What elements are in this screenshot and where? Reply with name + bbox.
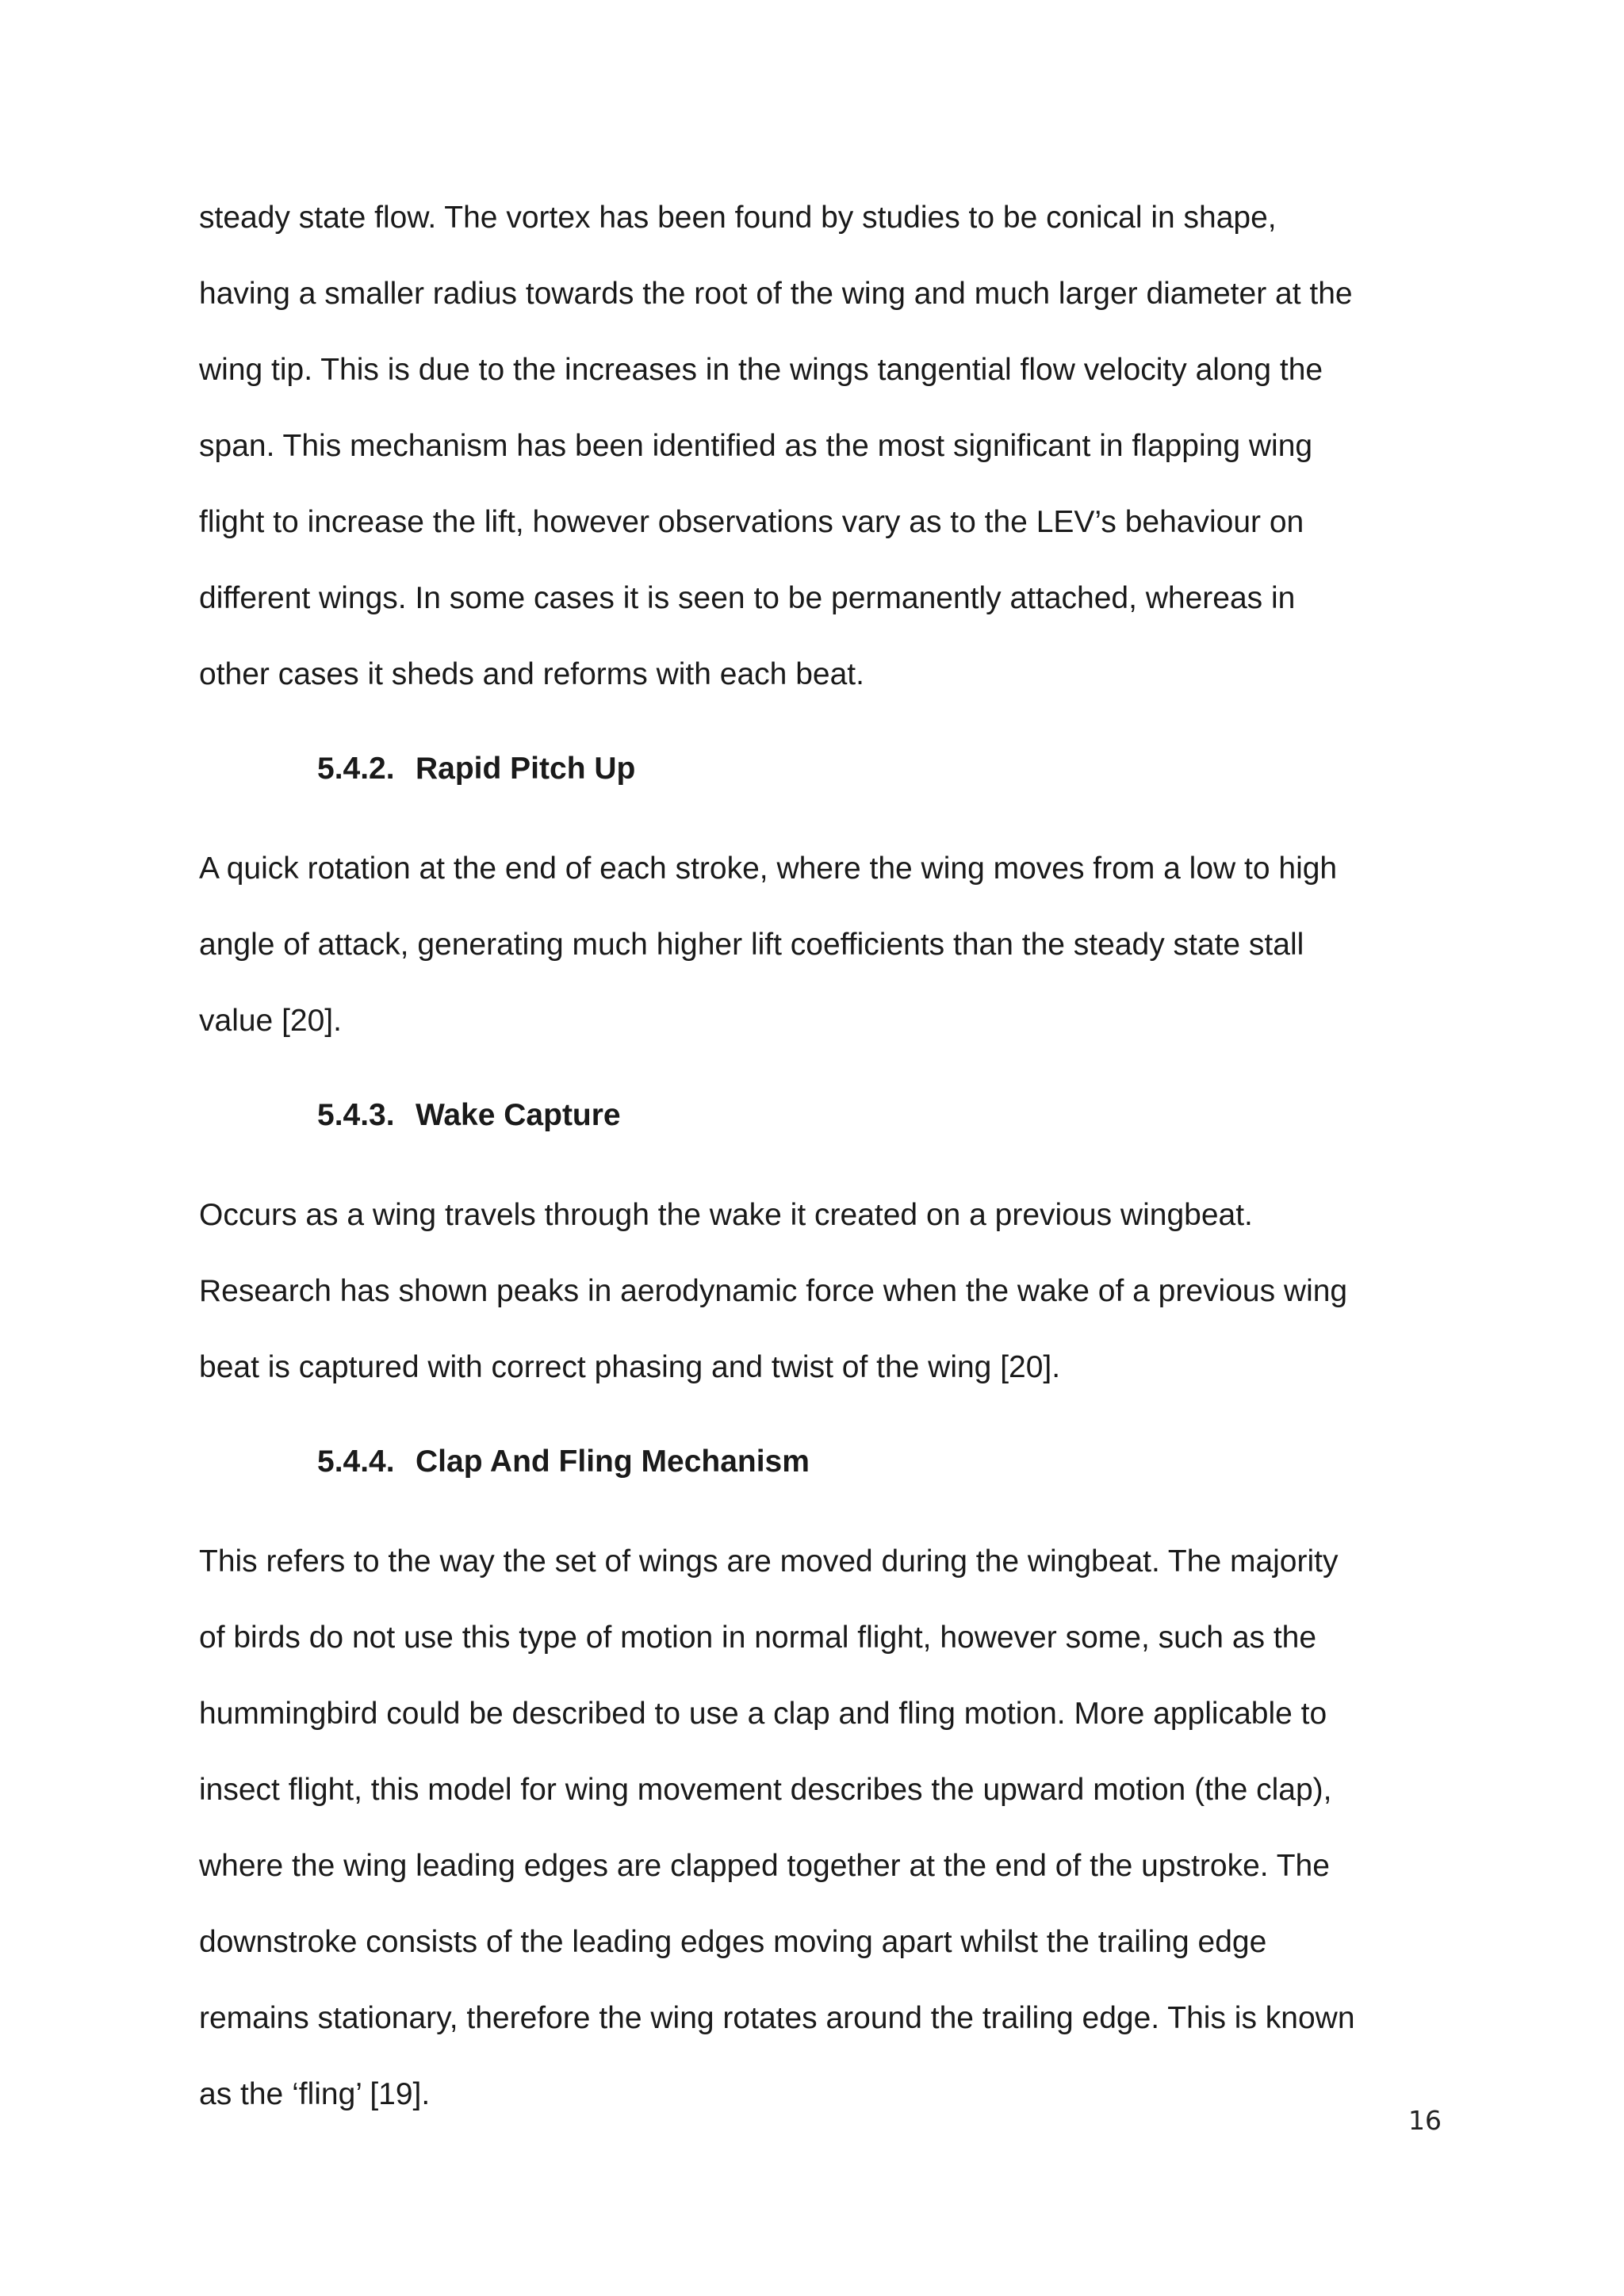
- paragraph-line: hummingbird could be described to use a clap and fling motion. More applicable to: [199, 1697, 1327, 1731]
- section-number: 5.4.3.: [317, 1098, 395, 1132]
- paragraph-line: Research has shown peaks in aerodynamic force when the wake of a previous wing: [199, 1274, 1348, 1308]
- paragraph-line: beat is captured with correct phasing and twist of the wing [20].: [199, 1350, 1061, 1384]
- paragraph-line: span. This mechanism has been identified as the most significant in flapping wing: [199, 429, 1313, 463]
- section-title: Wake Capture: [416, 1098, 621, 1132]
- paragraph-line: A quick rotation at the end of each stroke, where the wing moves from a low to high: [199, 851, 1338, 886]
- paragraph-line: insect flight, this model for wing movement describes the upward motion (the clap),: [199, 1773, 1332, 1807]
- paragraph-line: flight to increase the lift, however observations vary as to the LEV’s behaviour on: [199, 505, 1304, 539]
- paragraph-line: downstroke consists of the leading edges moving apart whilst the trailing edge: [199, 1925, 1267, 1959]
- section-number: 5.4.2.: [317, 752, 395, 786]
- page-number: 16: [1408, 2105, 1442, 2136]
- section-title: Clap And Fling Mechanism: [416, 1445, 810, 1479]
- paragraph-line: having a smaller radius towards the root of the wing and much larger diameter at the: [199, 277, 1353, 311]
- section-heading: [317, 749, 635, 789]
- paragraph-line: angle of attack, generating much higher lift coefficients than the steady state stall: [199, 928, 1304, 962]
- paragraph-line: Occurs as a wing travels through the wake it created on a previous wingbeat.: [199, 1198, 1253, 1232]
- paragraph-line: value [20].: [199, 1004, 342, 1038]
- section-heading: [317, 1442, 810, 1482]
- section-title: Rapid Pitch Up: [416, 752, 636, 786]
- paragraph-line: steady state flow. The vortex has been found by studies to be conical in shape,: [199, 201, 1277, 235]
- paragraph-line: wing tip. This is due to the increases in the wings tangential flow velocity along the: [199, 353, 1323, 387]
- paragraph-line: other cases it sheds and reforms with each beat.: [199, 657, 864, 691]
- paragraph-line: different wings. In some cases it is seen to be permanently attached, whereas in: [199, 581, 1296, 615]
- section-heading: [317, 1096, 621, 1135]
- paragraph-line: remains stationary, therefore the wing rotates around the trailing edge. This is known: [199, 2001, 1355, 2035]
- paragraph-line: This refers to the way the set of wings are moved during the wingbeat. The majority: [199, 1544, 1339, 1578]
- paragraph-line: of birds do not use this type of motion in normal flight, however some, such as the: [199, 1621, 1317, 1655]
- paragraph-line: where the wing leading edges are clapped together at the end of the upstroke. The: [199, 1849, 1330, 1883]
- paragraph-line: as the ‘fling’ [19].: [199, 2077, 431, 2111]
- section-number: 5.4.4.: [317, 1445, 395, 1479]
